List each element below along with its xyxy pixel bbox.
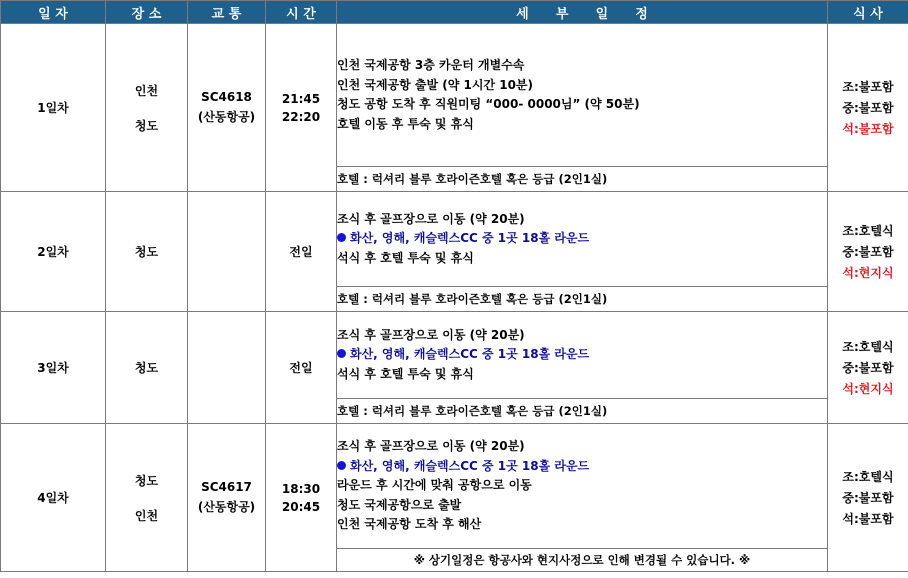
day4-place-from: 청도 bbox=[134, 473, 159, 488]
day4-airline: (산동항공) bbox=[197, 500, 256, 514]
day3-golf-text: 화산, 영해, 캐슬렉스CC 중 1곳 18홀 라운드 bbox=[350, 347, 590, 362]
day4-flight: SC4617 bbox=[201, 480, 252, 494]
day2-time: 전일 bbox=[266, 192, 337, 312]
day4-transport bbox=[188, 424, 266, 572]
day4-line-1: 조식 후 골프장으로 이동 (약 20분) bbox=[337, 439, 525, 454]
day1-line-2: 인천 국제공항 출발 (약 1시간 10분) bbox=[337, 77, 534, 92]
day4-label: 4일차 bbox=[1, 424, 106, 572]
day4-details bbox=[337, 424, 828, 549]
day2-transport bbox=[188, 192, 266, 312]
day4-row bbox=[1, 424, 908, 549]
golf-bullet-icon bbox=[337, 349, 346, 358]
day1-line-4: 호텔 이동 후 투숙 및 휴식 bbox=[337, 116, 474, 131]
day4-depart-time: 18:30 bbox=[281, 481, 321, 496]
day4-place bbox=[106, 424, 188, 572]
day2-golf-line bbox=[337, 229, 827, 249]
header-time: 시 간 bbox=[266, 1, 337, 24]
day4-golf-text: 화산, 영해, 캐슬렉스CC 중 1곳 18홀 라운드 bbox=[350, 458, 590, 473]
day4-arrive-time: 20:45 bbox=[281, 499, 321, 514]
day3-label: 3일차 bbox=[1, 312, 106, 424]
day4-meals bbox=[828, 424, 908, 572]
day1-breakfast: 조:불포함 bbox=[842, 80, 894, 94]
day2-hotel: 호텔 : 럭셔리 블루 호라이즌호텔 혹은 등급 (2인1실) bbox=[337, 287, 828, 312]
day2-line-3: 석식 후 호텔 투숙 및 휴식 bbox=[337, 250, 474, 265]
day3-hotel: 호텔 : 럭셔리 블루 호라이즌호텔 혹은 등급 (2인1실) bbox=[337, 399, 828, 424]
day3-line-3: 석식 후 호텔 투숙 및 휴식 bbox=[337, 366, 474, 381]
day1-arrive-time: 22:20 bbox=[281, 109, 321, 124]
day3-breakfast: 조:호텔식 bbox=[842, 340, 894, 354]
header-day: 일 자 bbox=[1, 1, 106, 24]
day3-time: 전일 bbox=[266, 312, 337, 424]
day2-breakfast: 조:호텔식 bbox=[842, 224, 894, 238]
day1-line-3: 청도 공항 도착 후 직원미팅 “000- 0000님” (약 50분) bbox=[337, 97, 640, 111]
day1-meals bbox=[828, 24, 908, 192]
day1-details bbox=[337, 24, 828, 167]
day4-golf-line bbox=[337, 457, 827, 477]
day1-lunch: 중:불포함 bbox=[842, 101, 894, 115]
day1-airline: (산동항공) bbox=[197, 110, 256, 124]
day2-label: 2일차 bbox=[1, 192, 106, 312]
golf-bullet-icon bbox=[337, 233, 346, 242]
day1-label: 1일차 bbox=[1, 24, 106, 192]
day2-details bbox=[337, 192, 828, 287]
day4-line-4: 청도 국제공항으로 출발 bbox=[337, 497, 462, 512]
day4-time bbox=[266, 424, 337, 572]
day1-dinner: 석:불포함 bbox=[842, 122, 894, 136]
day3-dinner: 석:현지식 bbox=[842, 382, 894, 396]
header-transport: 교 통 bbox=[188, 1, 266, 24]
day1-time bbox=[266, 24, 337, 192]
day3-lunch: 중:불포함 bbox=[842, 361, 894, 375]
day3-row bbox=[1, 312, 908, 399]
day1-place-from: 인천 bbox=[134, 83, 159, 98]
day2-dinner: 석:현지식 bbox=[842, 266, 894, 280]
day4-breakfast: 조:호텔식 bbox=[842, 470, 894, 484]
day3-meals bbox=[828, 312, 908, 424]
header-details: 세 부 일 정 bbox=[337, 1, 828, 24]
day4-line-5: 인천 국제공항 도착 후 해산 bbox=[337, 517, 482, 532]
schedule-change-notice: ※ 상기일정은 항공사와 현지사정으로 인해 변경될 수 있습니다. ※ bbox=[337, 549, 828, 572]
header-meals: 식 사 bbox=[828, 1, 908, 24]
day1-transport bbox=[188, 24, 266, 192]
day3-details bbox=[337, 312, 828, 399]
day4-place-to: 인천 bbox=[134, 508, 159, 523]
header-place: 장 소 bbox=[106, 1, 188, 24]
day1-place-to: 청도 bbox=[134, 118, 159, 133]
day2-place: 청도 bbox=[106, 192, 188, 312]
day2-line-1: 조식 후 골프장으로 이동 (약 20분) bbox=[337, 211, 525, 226]
day2-row bbox=[1, 192, 908, 287]
day4-dinner: 석:불포함 bbox=[842, 512, 894, 526]
day3-place: 청도 bbox=[106, 312, 188, 424]
day1-line-1: 인천 국제공항 3층 카운터 개별수속 bbox=[337, 58, 525, 72]
day2-golf-text: 화산, 영해, 캐슬렉스CC 중 1곳 18홀 라운드 bbox=[350, 231, 590, 246]
day2-meals bbox=[828, 192, 908, 312]
day1-flight: SC4618 bbox=[201, 90, 252, 104]
day1-hotel: 호텔 : 럭셔리 블루 호라이즌호텔 혹은 등급 (2인1실) bbox=[337, 167, 828, 192]
day1-place bbox=[106, 24, 188, 192]
day3-transport bbox=[188, 312, 266, 424]
day3-golf-line bbox=[337, 345, 827, 365]
day3-line-1: 조식 후 골프장으로 이동 (약 20분) bbox=[337, 327, 525, 342]
golf-bullet-icon bbox=[337, 461, 346, 470]
day4-line-3: 라운드 후 시간에 맞춰 공항으로 이동 bbox=[337, 478, 532, 493]
day4-lunch: 중:불포함 bbox=[842, 491, 894, 505]
day2-lunch: 중:불포함 bbox=[842, 245, 894, 259]
day1-row bbox=[1, 24, 908, 167]
day1-depart-time: 21:45 bbox=[281, 91, 321, 106]
header-row bbox=[1, 1, 908, 24]
